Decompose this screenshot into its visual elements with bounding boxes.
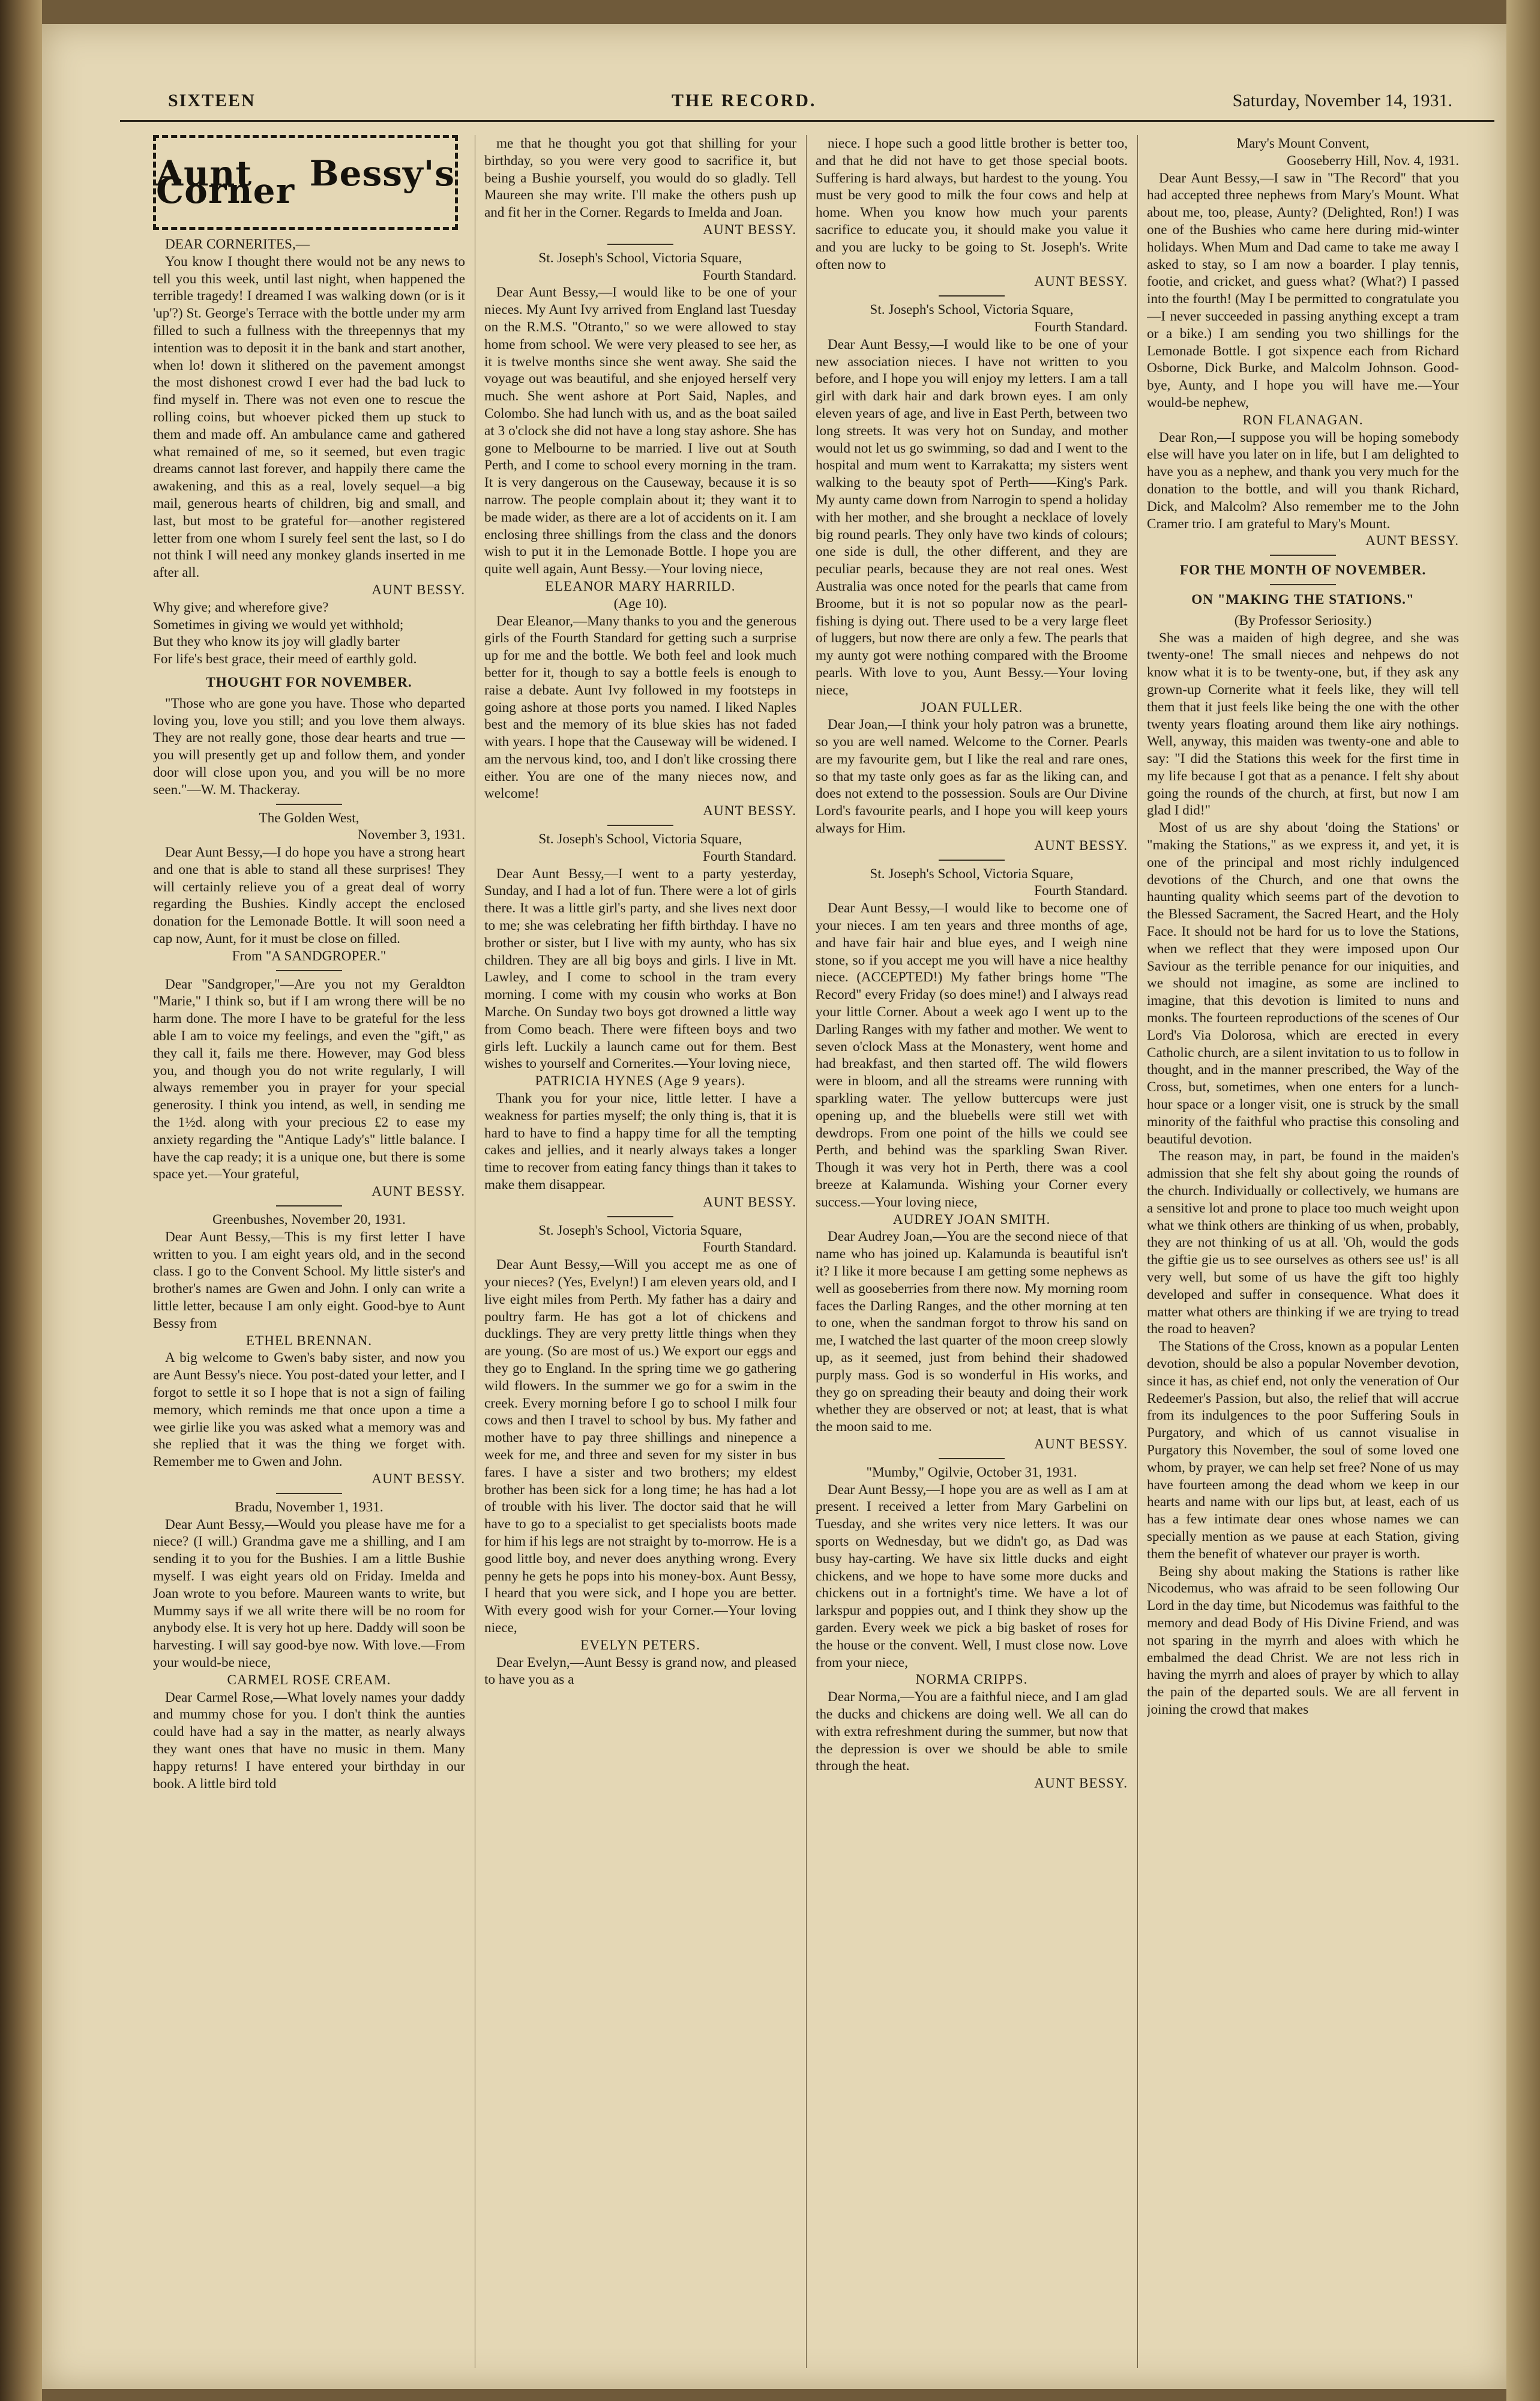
signature-name: CARMEL ROSE CREAM. bbox=[227, 1672, 391, 1688]
title-box bbox=[153, 135, 458, 230]
paragraph: The reason may, in part, be found in the maiden's admission that she felt shy about going the rounds of the church. Individually or collectively, we humans are a sensitive lot and prone to place too much weight upon what we think others are thinking of us when, probably, they are not thinking of us at all. 'Oh, would the gods the giftie gie us to see ourselves as others see us!' is all very well, but some of us have the gift too highly developed and suffer in consequence. What does it matter what others are thinking if we are trying to tread the road to heaven? bbox=[1147, 1148, 1459, 1337]
poem-line: For life's best grace, their meed of earthly gold. bbox=[153, 651, 417, 667]
dateline: (Age 10). bbox=[613, 595, 667, 612]
dateline: "Mumby," Ogilvie, October 31, 1931. bbox=[866, 1464, 1077, 1480]
column-2 bbox=[484, 135, 796, 2374]
column-rule bbox=[1137, 135, 1138, 2368]
poem-line: But they who know its joy will gladly barter bbox=[153, 634, 400, 650]
divider bbox=[276, 804, 342, 805]
dateline: St. Joseph's School, Victoria Square, bbox=[538, 250, 742, 266]
divider bbox=[1270, 584, 1336, 585]
column-rule bbox=[806, 135, 807, 2368]
paragraph: me that he thought you got that shilling for your birthday, so you were very good to sacrifice it, but being a Bushie yourself, you would do so gladly. Tell Maureen she may write. I'll make the others push up and fit her in the Corner. Regards to Imelda and Joan. bbox=[484, 136, 796, 221]
issue-date: Saturday, November 14, 1931. bbox=[1232, 91, 1452, 110]
dateline: Mary's Mount Convent, bbox=[1236, 136, 1370, 151]
paragraph: Dear Aunt Bessy,—I hope you are as well as I am at present. I received a letter from Mary Garbelini on Tuesday, and she writes very nice letters. It was our sports on Wednesday, but we didn't go, as Dad was busy hay-carting. We have six little ducks and eight chickens, and we hope to have some more ducks and chickens out in a fortnight's time. We have a lot of larkspur and poppies out, and I think they show up the garden. Every week we pick a big basket of roses for the house or the convent. Well, I must close now. Love from your niece, bbox=[816, 1481, 1128, 1670]
dateline: From "A SANDGROPER." bbox=[232, 948, 387, 964]
dateline-right: November 3, 1931. bbox=[357, 827, 465, 843]
poem-line: Why give; and wherefore give? bbox=[153, 599, 329, 615]
signature-name: PATRICIA HYNES (Age 9 years). bbox=[535, 1073, 746, 1089]
paragraph: A big welcome to Gwen's baby sister, and now you are Aunt Bessy's niece. You post-dated your letter, and I forgot to settle it so I hope that is not a sign of failing memory, which reminds me that once upon a time a wee girlie like you was asked what a memory was and she replied that it was the thing we forget with. Remember me to Gwen and John. bbox=[153, 1350, 465, 1470]
dateline: St. Joseph's School, Victoria Square, bbox=[538, 1222, 742, 1238]
signature-name: NORMA CRIPPS. bbox=[915, 1672, 1028, 1688]
paragraph: Dear Evelyn,—Aunt Bessy is grand now, and pleased to have you as a bbox=[484, 1654, 796, 1688]
paragraph: Being shy about making the Stations is rather like Nicodemus, who was afraid to be seen following Our Lord in the day time, but Nicodemus was faithful to the memory and dead Body of His Divine Friend, and was not sparing in the myrrh and aloes with which he embalmed the dead Christ. We are not less rich in having the myrrh and aloes of prayer by which to allay the pain of the departed souls. We are all fervent in joining the crowd that makes bbox=[1147, 1563, 1459, 1717]
signature: AUNT BESSY. bbox=[703, 803, 796, 819]
column-1-body bbox=[153, 236, 465, 1792]
paragraph: Dear Aunt Bessy,—I do hope you have a strong heart and one that is able to stand all these surprises! They will certainly relieve you of a great deal of worry regarding the Bushies. Kindly accept the enclosed donation for the Lemonade Bottle. It will soon need a cap now, Aunt, for it must be close on filled. bbox=[153, 845, 465, 947]
poem-line: Sometimes in giving we would yet withhold; bbox=[153, 616, 404, 633]
divider bbox=[607, 1216, 673, 1217]
newspaper-name: THE RECORD. bbox=[672, 91, 817, 110]
column-3-body bbox=[816, 135, 1128, 1792]
dateline-right: Fourth Standard. bbox=[1034, 883, 1128, 899]
dateline: The Golden West, bbox=[259, 810, 359, 826]
signature-name: ELEANOR MARY HARRILD. bbox=[545, 578, 736, 594]
divider bbox=[607, 825, 673, 826]
signature: AUNT BESSY. bbox=[703, 221, 796, 238]
paragraph: The Stations of the Cross, known as a popular Lenten devotion, should be also a popular November devotion, since it has, as chief end, not only the veneration of Our Redeemer's Passion, but also, the relief that will accrue from its indulgences to the poor Suffering Souls in Purgatory, and which of us cannot visualise in Purgatory this November, the soul of some loved one whom, by prayer, we can help set free? None of us may have fourteen among the dead whom we keep in our hearts and name with our lips but, at least, each of us has a few intimate dear ones whose names we can specially mention as we pause at each Station, giving them the benefit of whatever our prayer is worth. bbox=[1147, 1339, 1459, 1562]
signature: AUNT BESSY. bbox=[371, 582, 465, 598]
signature: AUNT BESSY. bbox=[1365, 533, 1459, 549]
dateline: St. Joseph's School, Victoria Square, bbox=[870, 302, 1074, 318]
signature-name: RON FLANAGAN. bbox=[1242, 412, 1364, 428]
section-heading: ON "MAKING THE STATIONS." bbox=[1191, 591, 1415, 607]
signature: AUNT BESSY. bbox=[371, 1471, 465, 1487]
column-1 bbox=[153, 135, 465, 2374]
dateline-right: Fourth Standard. bbox=[703, 267, 796, 283]
dateline: Bradu, November 1, 1931. bbox=[235, 1499, 383, 1515]
dateline: St. Joseph's School, Victoria Square, bbox=[870, 866, 1074, 882]
section-heading: FOR THE MONTH OF NOVEMBER. bbox=[1179, 562, 1427, 579]
divider bbox=[939, 860, 1005, 861]
dateline: St. Joseph's School, Victoria Square, bbox=[538, 831, 742, 848]
paragraph: Dear Aunt Bessy,—Would you please have me for a niece? (I will.) Grandma gave me a shilling, and I am sending it to you for the Bushies. I am a little Bushie myself. I was eight years old on Friday. Imelda and Joan wrote to you before. Maureen wants to write, but Mummy says if we all write there will be no room for anybody else. It is very hot up here. Daddy will soon be harvesting. I will say good-bye now. With love.—From your would-be niece, bbox=[153, 1516, 465, 1670]
signature: AUNT BESSY. bbox=[1034, 1436, 1128, 1452]
signature-name: AUDREY JOAN SMITH. bbox=[892, 1211, 1051, 1228]
signature: AUNT BESSY. bbox=[371, 1184, 465, 1200]
paragraph: niece. I hope such a good little brother is better too, and that he did not have to get those special boots. Suffering is hard always, but hardest to the young. You must be very good to milk the four cows and help at home. When you know how much your parents sacrifice to educate you, it should make you value it and you are lucky to be going to St. Joseph's. Write often now to bbox=[816, 136, 1128, 273]
paragraph: She was a maiden of high degree, and she was twenty-one! The small nieces and nehpews do not know what it is to be twenty-one, but, if they ask any grown-up Cornerite what it feels like, they will tell them that it just feels like being the one with the other twenty years floating around them like airy nothings. Well, anyway, this maiden was twenty-one and able to say: "I did the Stations this week for the first time in my life because I got that as a penance. I felt shy about going the rounds of the church, at first, but now I am glad I did!" bbox=[1147, 630, 1459, 819]
section-heading: THOUGHT FOR NOVEMBER. bbox=[206, 674, 412, 690]
dateline-right: Gooseberry Hill, Nov. 4, 1931. bbox=[1286, 152, 1459, 169]
signature-name: JOAN FULLER. bbox=[920, 699, 1023, 715]
signature-name: ETHEL BRENNAN. bbox=[245, 1333, 373, 1349]
paragraph: Thank you for your nice, little letter. I have a weakness for parties myself; the only thing is, that it is hard to have to find a happy time for all the tempting cakes and jellies, and it nearly always takes a longer time to recover from eating fancy things than it takes to make them disappear. bbox=[484, 1091, 796, 1193]
column-4 bbox=[1147, 135, 1459, 2374]
divider bbox=[939, 295, 1005, 297]
divider bbox=[276, 1493, 342, 1494]
dateline: Greenbushes, November 20, 1931. bbox=[212, 1212, 406, 1228]
paragraph: Dear Ron,—I suppose you will be hoping somebody else will have you later on in life, but I am delighted to have you as a nephew, and thank you very much for the donation to the bottle, and will you thank Richard, Dick, and Malcolm? Also remember me to the John Cramer trio. I am grateful to Mary's Mount. bbox=[1147, 429, 1459, 532]
paragraph: Dear Norma,—You are a faithful niece, and I am glad the ducks and chickens are doing well. We all can do with extra refreshment during the summer, but now that the depression is over we should be able to smile through the heat. bbox=[816, 1689, 1128, 1774]
signature-name: EVELYN PETERS. bbox=[580, 1637, 700, 1653]
page-header bbox=[168, 84, 1452, 118]
paragraph: Dear Aunt Bessy,—I would like to be one of your nieces. My Aunt Ivy arrived from England last Tuesday on the R.M.S. "Otranto," so we were allowed to stay home from school. We were very pleased to see her, as it is twelve months since she went away. She said the voyage out was beautiful, and she enjoyed herself very much. She went ashore at Port Said, Naples, and Colombo. She had lunch with us, and as the boat sailed at 3 o'clock she did not have a long stay ashore. She has gone to Melbourne to be married. I live out at South Perth, and I come to school every morning in the tram. It is very dangerous on the Causeway, because it is so narrow. The people complain about it; they want it to be made wider, as there are a lot of accidents on it. I am enclosing three shillings from the class and the donors wish to put it in the Lemonade Bottle. I hope you are quite well again, Aunt Bessy.—Your loving niece, bbox=[484, 285, 796, 577]
article-columns bbox=[153, 135, 1458, 2374]
paragraph: Dear Aunt Bessy,—I went to a party yesterday, Sunday, and I had a lot of fun. There were a lot of girls there. It was a little girl's party, and she lives next door to me; she was celebrating her fifth birthday. I have no brother or sister, but I live with my aunty, who has six children. They are all big boys and girls. I live in Mt. Lawley, and I come to school in the tram every morning. I come with my cousin who works at Bon Marche. On Sunday two boys got drowned a little way from Como beach. There were fifteen boys and two girls left. Luckily a launch came out for them. Best wishes to yourself and Cornerites.—Your loving niece, bbox=[484, 866, 796, 1072]
divider bbox=[939, 1458, 1005, 1459]
header-rule bbox=[120, 120, 1494, 122]
book-spine bbox=[0, 0, 42, 2401]
paragraph: Dear Aunt Bessy,—I would like to become one of your nieces. I am ten years and three months of age, and have fair hair and blue eyes, and I weigh nine stone, so if you accept me you will have a nice healthy niece. (ACCEPTED!) My father brings home "The Record" every Friday (so does mine!) and I always read your little Corner. About a week ago I went up to the Darling Ranges with my father and mother. We went to seven o'clock Mass at the Monastery, went home and had breakfast, and then started off. The wild flowers were in bloom, and all the streams were running with sparkling water. The yellow buttercups were just opening up, and the bluebells were still wet with dewdrops. From one point of the hills we could see Perth, and behind was the sparkling Swan River. Though it was very hot in Perth, there was a cool breeze at Kalamunda. Wishing your Corner every success.—Your loving niece, bbox=[816, 900, 1128, 1210]
divider bbox=[276, 1205, 342, 1207]
column-2-body bbox=[484, 135, 796, 1689]
paragraph: "Those who are gone you have. Those who departed loving you, love you still; and you love them always. They are not really gone, those dear hearts and true — you will presently get up and follow them, and yonder door will close upon you, and you will be no more seen."—W. M. Thackeray. bbox=[153, 695, 465, 798]
paragraph: Dear Eleanor,—Many thanks to you and the generous girls of the Fourth Standard for getting such a surprise up for me and the bottle. We both feel and look much better for it, though to say a bottle feels is enough to raise a debate. Aunt Ivy followed in my footsteps in going ashore at those ports you named. I liked Naples best and the memory of its blue skies has not faded with years. I hope that the Causeway will be widened. I am the nervous kind, too, and I don't like crossing there either. You are one of the many nieces now, and welcome! bbox=[484, 613, 796, 802]
column-3 bbox=[816, 135, 1128, 2374]
paragraph: DEAR CORNERITES,— bbox=[165, 236, 310, 252]
paragraph: You know I thought there would not be any news to tell you this week, until last night, when happened the terrible tragedy! I dreamed I was walking down (or is it 'up'?) St. George's Terrace with the bottle under my arm filled to such a fullness with the threepennys that my intention was to deposit it in the bank and start another, when lo! down it slithered on the pavement amongst the most dishonest crowd I ever had the bad luck to find myself in. There was not even one to rescue the rolling coins, but whoever picked them up stuck to them and made off. An ambulance came and gathered what remained of me, so it seemed, but even tragic dreams cannot last forever, and happily there came the awakening, and this as a real, lovely sequel—a big mail, generous hearts of children, big and small, and last, but most to be grateful for—another registered letter from one whom I surely feel sent the last, so I do not think I will need any monkey glands inserted in me after all. bbox=[153, 253, 465, 581]
dateline-right: Fourth Standard. bbox=[703, 1240, 796, 1256]
page-number: SIXTEEN bbox=[168, 91, 256, 110]
dateline-right: Fourth Standard. bbox=[703, 848, 796, 864]
paragraph: Most of us are shy about 'doing the Stations' or "making the Stations," as we express it, and yet, it is one of the principal and most richly indulgenced devotions of the Church, and one that owns the haunting quality which seems part of the devotion to the Blessed Sacrament, the Sacred Heart, and the Holy Face. It should not be hard for us to love the Stations, when we reflect that they were imposed upon Our Saviour as the terrible penance for our iniquities, and we should not imagine, as some are inclined to imagine, that this devotion is limited to nuns and monks. The fourteen reproductions of the scenes of Our Lord's Via Dolorosa, which are erected in every Catholic church, are a silent invitation to us to follow in thought, and in the manner prescribed, the Way of the Cross, but, sometimes, when one enters for a lunch-hour space or a longer visit, one is struck by the small minority of the faithful who practise this consoling and beautiful devotion. bbox=[1147, 820, 1459, 1147]
divider bbox=[607, 244, 673, 245]
paragraph: Dear Aunt Bessy,—I saw in "The Record" that you had accepted three nephews from Mary's Mount. What about me, too, please, Aunty? (Delighted, Ron!) I was one of the Bushies who came here during mid-winter holidays. When Mum and Dad came to take me away I asked to stay, so I am now a boarder. I play tennis, footie, and cricket, and guess what? (What?) I passed into the fourth! (May I be permitted to congratulate you—I never succeeded in passing anything except a tram or a bike.) I am sending you two shillings for the Lemonade Bottle. I got sixpence each from Richard Osborne, Dick Burke, and Malcolm Johnson. Good-bye, Aunty, and I hope you will have me.—Your would-be nephew, bbox=[1147, 170, 1459, 411]
paragraph: Dear Aunt Bessy,—Will you accept me as one of your nieces? (Yes, Evelyn!) I am eleven years old, and I live eight miles from Perth. My father has a dairy and poultry farm. He has got a lot of chickens and ducklings. They are very pretty little things when they are young. (So are most of us.) We export our eggs and they go to England. In the spring time we go gathering wild flowers. In the summer we go for a swim in the creek. Every morning before I go to school I milk four cows and then I travel to school by bus. My father and mother have to pay three shillings and ninepence a week for me, and three and seven for my sister in bus fares. I have a sister and two brothers; my eldest brother has been sick for a long time; he has had a lot of trouble with his liver. The doctor said that he will have to go to a specialist to get specialists boots made for him if his legs are not straight by to-morrow. He is a good little boy, and never does anything wrong. Every penny he gets he pops into his money-box. Aunt Bessy, I heard that you were sick, and I hope you are better. With every good wish for your Corner.—Your loving niece, bbox=[484, 1257, 796, 1636]
paragraph: Dear Audrey Joan,—You are the second niece of that name who has joined up. Kalamunda is beautiful isn't it? I like it more because I am getting some nephews as well as gooseberries from there now. My morning room faces the Darling Ranges, and the other morning at ten to one, when the sandman forgot to throw his sand on me, I watched the last quarter of the moon creep slowly up, as it seemed, just from behind their shadowed purply mass. God is so wonderful in His works, and they go on spreading their beauty and doing their work whether they are observed or not; at least, that is what the moon said to me. bbox=[816, 1229, 1128, 1435]
dateline: (By Professor Seriosity.) bbox=[1234, 612, 1372, 628]
divider bbox=[1270, 555, 1336, 556]
signature: AUNT BESSY. bbox=[1034, 1776, 1128, 1792]
paragraph: Dear Aunt Bessy,—I would like to be one of your new association nieces. I have not written to you before, and I hope you will enjoy my letters. I am a tall girl with dark hair and dark brown eyes. I am only eleven years of age, and live in East Perth, between two long streets. It was very hot on Sunday, and mother would not let us go swimming, so dad and I went to the hospital and mum went to Karrakatta; my sisters went walking to the beauty spot of Perth——King's Park. My aunty came down from Narrogin to spend a holiday with her mother, and she brought a necklace of lovely big round pearls. They only have two kinds of colours; one side is dull, the other different, and they are peculiar pearls, because they are not real ones. West Australia was once noted for the pearls that came from Broome, but it is not so popular now as the pearl-fishing is dying out. There used to be a very large fleet of luggers, but now there are only a few. The pearls that my aunty got were nothing compared with the Broome pearls. With love to you, Aunt Bessy.—Your loving niece, bbox=[816, 336, 1128, 698]
corner-title: Aunt Bessy's Corner bbox=[156, 153, 455, 211]
divider bbox=[276, 970, 342, 971]
column-4-body bbox=[1147, 135, 1459, 1719]
page-edge bbox=[1506, 0, 1540, 2401]
signature: AUNT BESSY. bbox=[1034, 274, 1128, 290]
dateline-right: Fourth Standard. bbox=[1034, 319, 1128, 335]
paragraph: Dear Carmel Rose,—What lovely names your daddy and mummy chose for you. I don't think the aunties could have had a say in the matter, as nearly always they want ones that have no music in them. Many happy returns! I have entered your birthday in our book. A little bird told bbox=[153, 1689, 465, 1792]
paragraph: Dear Aunt Bessy,—This is my first letter I have written to you. I am eight years old, and in the second class. I go to the Convent School. My little sister's and brother's names are Gwen and John. I only can write a little letter, because I am only eight. Good-bye to Aunt Bessy from bbox=[153, 1229, 465, 1331]
paragraph: Dear "Sandgroper,"—Are you not my Geraldton "Marie," I think so, but if I am wrong there will be no harm done. The more I have to be grateful for the less able I am to voice my feelings, and even the "gift," as they call it, fails me there. However, may God bless you, and though you do not write regularly, I will always remember you in prayer for your special generosity. I think you intend, as well, in sending me the 1½d. along with your precious £2 to ease my anxiety regarding the "Antique Lady's" little balance. I have the cap ready; it is a unique one, but there is some space yet.—Your grateful, bbox=[153, 976, 465, 1182]
paragraph: Dear Joan,—I think your holy patron was a brunette, so you are well named. Welcome to the Corner. Pearls are my favourite gem, but I like the real and rare ones, so that my taste only goes as far as the liking can, and does not extend to the possession. Souls are Our Divine Lord's favourite pearls, and I hope you will keep yours always for Him. bbox=[816, 717, 1128, 837]
signature: AUNT BESSY. bbox=[1034, 837, 1128, 854]
signature: AUNT BESSY. bbox=[703, 1194, 796, 1210]
